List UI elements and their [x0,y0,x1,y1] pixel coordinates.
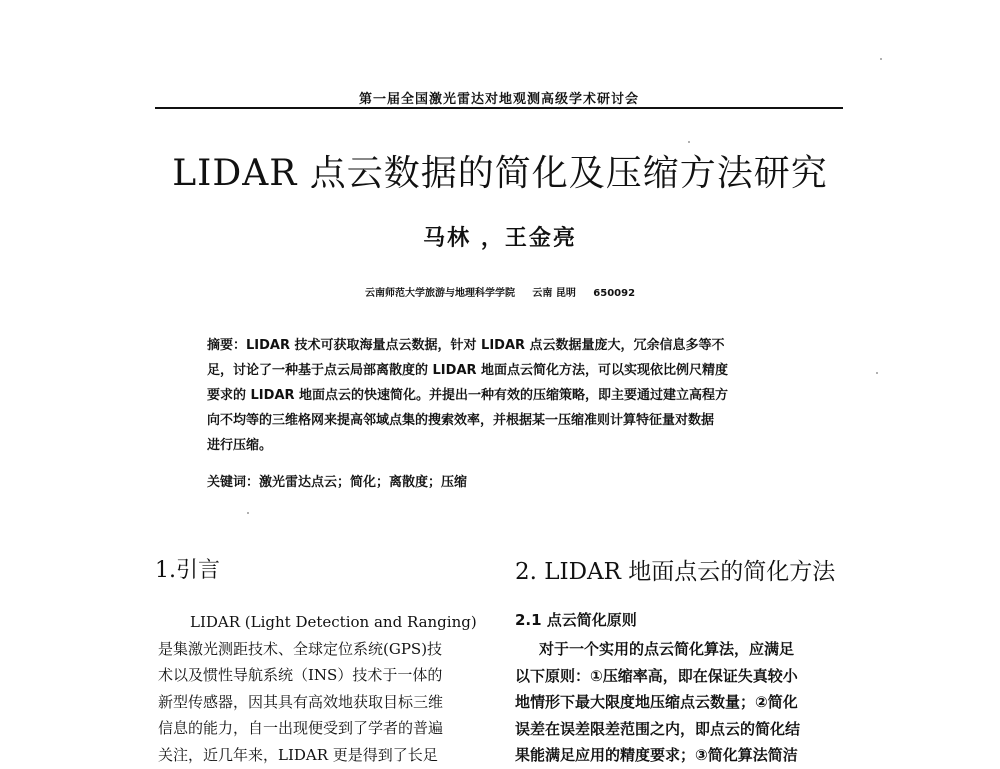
scan-speck [247,512,249,514]
section-2-1-heading: 2.1 点云简化原则 [515,611,637,629]
abstract-line: 要求的 LIDAR 地面点云的快速简化。并提出一种有效的压缩策略，即主要通过建立高程方 [207,388,729,403]
section-2-body [515,636,845,769]
body-line: 信息的能力，自一出现便受到了学者的普遍 [158,719,444,737]
affiliation-postcode: 650092 [593,288,636,299]
abstract-line: 进行压缩。 [207,438,273,453]
affiliation-location: 云南 昆明 [532,288,576,299]
section-1-body [158,609,488,768]
abstract-label: 摘要： [207,338,247,353]
body-line: 误差在误差限差范围之内，即点云的简化结 [515,719,801,738]
keywords-text: 激光雷达点云；简化；离散度；压缩 [259,475,468,490]
keywords-label: 关键词： [207,475,260,490]
affiliation [300,284,700,299]
body-line: 地情形下最大限度地压缩点云数量；②简化 [515,693,798,711]
abstract-line [207,333,797,358]
body-line: LIDAR (Light Detection and Ranging) [190,613,477,631]
body-line: 对于一个实用的点云简化算法，应满足 [539,640,795,658]
body-line: 新型传感器，因其具有高效地获取目标三维 [158,692,444,711]
keywords [207,471,797,490]
affiliation-institution: 云南师范大学旅游与地理科学学院 [364,288,515,299]
scan-speck [876,372,878,374]
scan-speck [880,58,882,60]
scan-speck [688,141,690,143]
body-line: 果能满足应用的精度要求；③简化算法简洁 [515,746,798,764]
conference-header: 第一届全国激光雷达对地观测高级学术研讨会 [358,92,639,107]
abstract-line: 向不均等的三维格网来提高邻域点集的搜索效率，并根据某一压缩准则计算特征量对数据 [207,413,715,428]
section-2-heading: 2. LIDAR 地面点云的简化方法 [515,559,836,585]
section-1-heading: 1.引言 [155,558,220,583]
body-line: 术以及惯性导航系统（INS）技术于一体的 [158,666,443,684]
abstract [207,333,797,458]
abstract-text: LIDAR 技术可获取海量点云数据，针对 LIDAR 点云数据量庞大，冗余信息多等不 [246,338,725,353]
body-line: 是集激光测距技术、全球定位系统(GPS)技 [158,639,443,658]
header-rule [155,107,843,109]
body-line: 关注，近几年来，LIDAR 更是得到了长足 [158,745,438,764]
body-line: 以下原则：①压缩率高，即在保证失真较小 [515,666,798,685]
abstract-line: 足，讨论了一种基于点云局部离散度的 LIDAR 地面点云简化方法，可以实现依比例尺精度 [207,363,729,378]
paper-title: LIDAR 点云数据的简化及压缩方法研究 [172,153,828,194]
author-list: 马林 ，王金亮 [423,226,577,251]
